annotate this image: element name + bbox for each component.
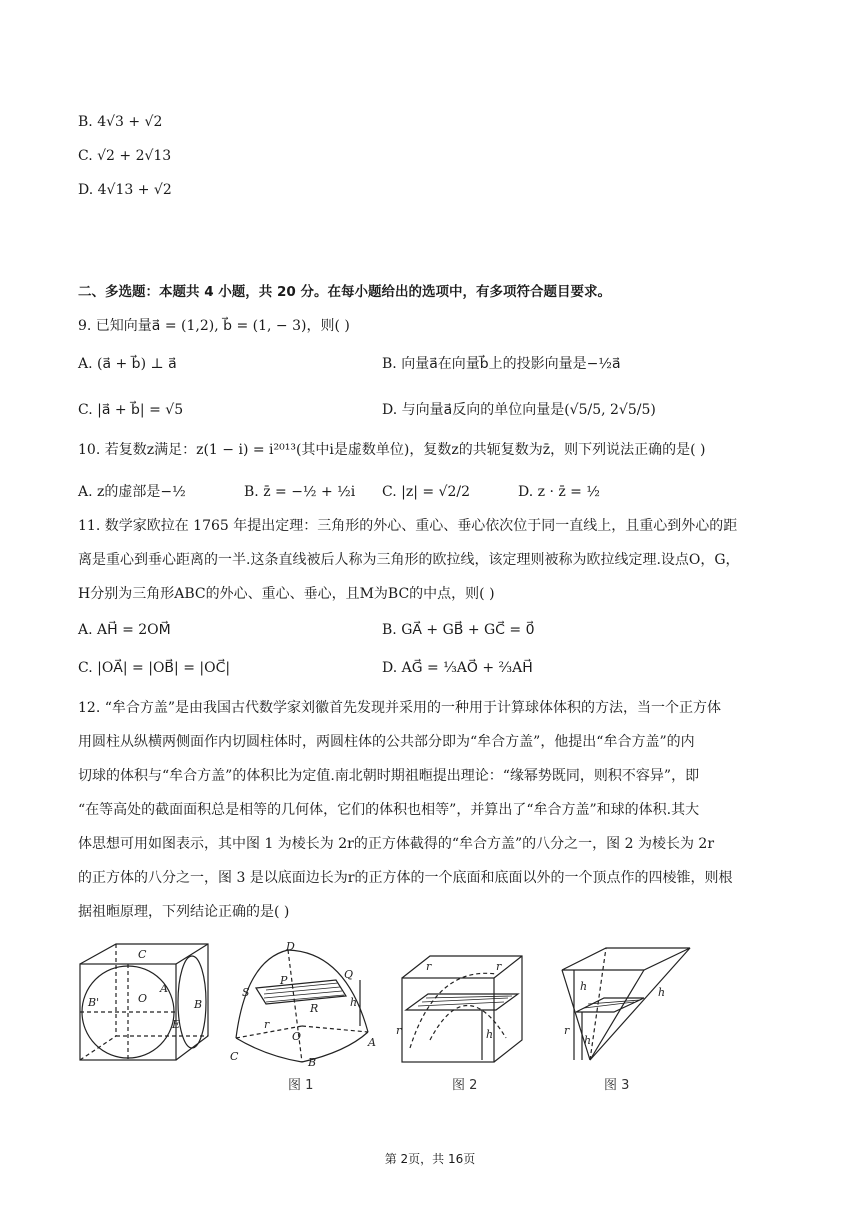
q10-option-d: D. z · z̄ = ½ <box>518 484 600 500</box>
svg-text:D: D <box>286 940 295 953</box>
svg-text:r: r <box>564 1024 570 1037</box>
svg-text:S: S <box>242 986 250 999</box>
figure-3-caption: 图 3 <box>604 1078 630 1093</box>
svg-text:B': B' <box>88 996 100 1009</box>
svg-text:h: h <box>580 980 588 993</box>
q12-line4: “在等高处的截面面积总是相等的几何体，它们的体积也相等”，并算出了“牟合方盖”和球的体积.其大 <box>78 802 700 818</box>
svg-text:h: h <box>584 1034 592 1047</box>
q10-option-a: A. z的虚部是−½ <box>78 484 186 500</box>
svg-text:R: R <box>310 1002 319 1015</box>
q9-option-b: B. 向量a⃗在向量b⃗上的投影向量是−½a⃗ <box>382 356 621 372</box>
q12-line6: 的正方体的八分之一，图 3 是以底面边长为r的正方体的一个底面和底面以外的一个顶点作的四棱锥，则根 <box>78 870 733 886</box>
q9-stem: 9. 已知向量a⃗ = (1,2), b⃗ = (1, − 3)，则( ) <box>78 318 350 334</box>
q12-line3: 切球的体积与“牟合方盖”的体积比为定值.南北朝时期祖暅提出理论：“缘幂势既同，则积不容异”，即 <box>78 768 700 784</box>
prev-option-d: D. 4√13 + √2 <box>78 182 172 198</box>
prev-option-c: C. √2 + 2√13 <box>78 148 172 164</box>
q9-option-d: D. 与向量a⃗反向的单位向量是(√5/5, 2√5/5) <box>382 402 656 418</box>
section-title: 二、多选题：本题共 4 小题，共 20 分。在每小题给出的选项中，有多项符合题目要求。 <box>78 284 611 300</box>
svg-text:r: r <box>264 1018 270 1031</box>
svg-text:B: B <box>194 998 203 1011</box>
svg-text:E: E <box>172 1018 181 1031</box>
q12-line7: 据祖暅原理，下列结论正确的是( ) <box>78 904 290 920</box>
cube-cylinders-figure <box>76 940 216 1074</box>
figure-3 <box>554 940 694 1074</box>
q11-option-a: A. AH⃗ = 2OM⃗ <box>78 622 171 638</box>
q10-option-c: C. |z| = √2/2 <box>382 484 471 500</box>
svg-text:h: h <box>658 986 666 999</box>
svg-text:O: O <box>292 1030 302 1043</box>
svg-text:h: h <box>350 996 358 1009</box>
svg-text:C: C <box>138 948 147 961</box>
figure-1 <box>226 940 376 1074</box>
svg-text:C: C <box>230 1050 239 1063</box>
svg-text:r: r <box>496 960 502 973</box>
q12-line1: 12. “牟合方盖”是由我国古代数学家刘徽首先发现并采用的一种用于计算球体体积的方法，当一个正方体 <box>78 700 722 716</box>
svg-text:r: r <box>426 960 432 973</box>
q11-option-b: B. GA⃗ + GB⃗ + GC⃗ = 0⃗ <box>382 622 535 638</box>
figure-2-caption: 图 2 <box>452 1078 478 1093</box>
q11-option-c: C. |OA⃗| = |OB⃗| = |OC⃗| <box>78 660 231 676</box>
figure-1-caption: 图 1 <box>288 1078 314 1093</box>
svg-text:P: P <box>280 974 288 987</box>
svg-text:B: B <box>308 1056 317 1069</box>
svg-text:h: h <box>486 1028 494 1041</box>
q11-stem-line2: 离是重心到垂心距离的一半.这条直线被后人称为三角形的欧拉线，该定理则被称为欧拉线定理.设点O，G， <box>78 552 740 568</box>
q9-option-a: A. (a⃗ + b⃗) ⊥ a⃗ <box>78 356 177 372</box>
q11-option-d: D. AG⃗ = ⅓AO⃗ + ⅔AH⃗ <box>382 660 533 676</box>
q10-stem: 10. 若复数z满足：z(1 − i) = i²⁰¹³(其中i是虚数单位)，复数z的共轭复数为z̄，则下列说法正确的是( ) <box>78 442 706 458</box>
page-footer: 第 2页，共 16页 <box>384 1152 476 1166</box>
svg-text:O: O <box>138 992 148 1005</box>
q11-stem-line1: 11. 数学家欧拉在 1765 年提出定理：三角形的外心、重心、垂心依次位于同一直线上，且重心到外心的距 <box>78 518 738 534</box>
svg-text:A: A <box>160 982 168 995</box>
q9-option-c: C. |a⃗ + b⃗| = √5 <box>78 402 184 418</box>
svg-text:A: A <box>368 1036 376 1049</box>
figure-2 <box>396 948 536 1072</box>
prev-option-b: B. 4√3 + √2 <box>78 114 163 130</box>
svg-text:r: r <box>396 1024 402 1037</box>
svg-text:Q: Q <box>344 968 354 981</box>
q12-line5: 体思想可用如图表示，其中图 1 为棱长为 2r的正方体截得的“牟合方盖”的八分之一，图 2 为棱长为 2r <box>78 836 715 852</box>
q12-line2: 用圆柱从纵横两侧面作内切圆柱体时，两圆柱体的公共部分即为“牟合方盖”，他提出“牟合方盖”的内 <box>78 734 695 750</box>
q11-stem-line3: H分别为三角形ABC的外心、重心、垂心，且M为BC的中点，则( ) <box>78 586 495 602</box>
q10-option-b: B. z̄ = −½ + ½i <box>244 484 356 500</box>
